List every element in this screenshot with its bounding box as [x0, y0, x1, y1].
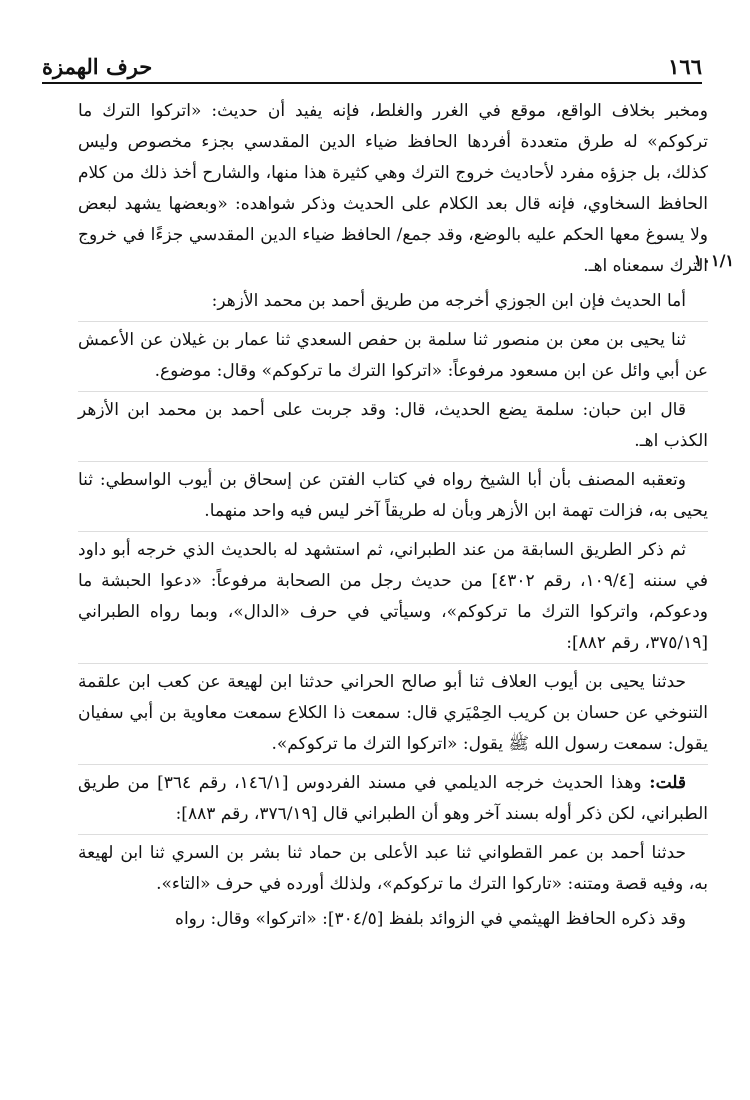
- paragraph: حدثنا أحمد بن عمر القطواني ثنا عبد الأعلى بن حماد ثنا بشر بن السري ثنا ابن لهيعة به، وفيه قصة ومتنه: «تاركوا الترك ما تركوكم»، ولذلك أورده في حرف «التاء».: [78, 834, 708, 900]
- paragraph: حدثنا يحيى بن أيوب العلاف ثنا أبو صالح الحراني حدثنا ابن لهيعة عن كعب ابن علقمة التنوخي عن حسان بن كريب الحِمْيَري قال: سمعت ذا الكلاع سمعت معاوية بن أبي سفيان يقول: سمعت رسول الله ﷺ يقول: «اتركوا الترك ما تركوكم».: [78, 663, 708, 760]
- paragraph: ثنا يحيى بن معن بن منصور ثنا سلمة بن حفص السعدي ثنا عمار بن غيلان عن الأعمش عن أبي وائل عن ابن مسعود مرفوعاً: «اتركوا الترك ما تركوكم» وقال: موضوع.: [78, 321, 708, 387]
- body-text: [78, 96, 708, 1096]
- margin-reference: ١٠١/١: [693, 251, 734, 270]
- page-number: ١٦٦: [668, 54, 702, 79]
- paragraph: قال ابن حبان: سلمة يضع الحديث، قال: وقد جربت على أحمد بن محمد ابن الأزهر الكذب اهـ.: [78, 391, 708, 457]
- paragraph: وقد ذكره الحافظ الهيثمي في الزوائد بلفظ [٣٠٤/٥]: «اتركوا» وقال: رواه: [175, 909, 686, 929]
- paragraph: ثم ذكر الطريق السابقة من عند الطبراني، ثم استشهد له بالحديث الذي خرجه أبو داود في سننه [١٠٩/٤، رقم ٤٣٠٢] من حديث رجل من الصحابة مرفوعاً: «دعوا الحبشة ما ودعوكم، واتركوا الترك ما تركوكم»، وسيأتي في حرف «الدال»، وبما رواه الطبراني [٣٧٥/١٩، رقم ٨٨٢]:: [78, 531, 708, 659]
- paragraph-qolt: [78, 764, 708, 830]
- page-header: [42, 46, 702, 84]
- qolt-label: قلت:: [649, 773, 687, 793]
- paragraph: أما الحديث فإن ابن الجوزي أخرجه من طريق أحمد بن محمد الأزهر:: [211, 291, 686, 311]
- chapter-title: حرف الهمزة: [42, 54, 153, 79]
- paragraph: ومخبر بخلاف الواقع، موقع في الغرر والغلط، فإنه يفيد أن حديث: «اتركوا الترك ما تركوكم» له طرق متعددة أفردها الحافظ ضياء الدين المقدسي بجزء مخصوص وليس كذلك، بل جزؤه مفرد لأحاديث خروج الترك وهي كثيرة هذا منها، والشارح أخذ ذلك من كلام الحافظ السخاوي، فإنه قال بعد الكلام على الحديث وذكر شواهده: «وبعضها يشهد لبعض ولا يسوغ معها الحكم عليه بالوضع، وقد جمع/ الحافظ ضياء الدين المقدسي جزءًا في خروج الترك سمعناه اهـ.: [78, 101, 708, 276]
- paragraph-text: وهذا الحديث خرجه الديلمي في مسند الفردوس [١٤٦/١، رقم ٣٦٤] من طريق الطبراني، لكن ذكر أوله بسند آخر وهو أن الطبراني قال [٣٧٦/١٩، رقم ٨٨٣]:: [78, 773, 708, 824]
- paragraph: وتعقبه المصنف بأن أبا الشيخ رواه في كتاب الفتن عن إسحاق بن أيوب الواسطي: ثنا يحيى به، فزالت تهمة ابن الأزهر وبأن له طريقاً آخر ليس فيه واحد منهما.: [78, 461, 708, 527]
